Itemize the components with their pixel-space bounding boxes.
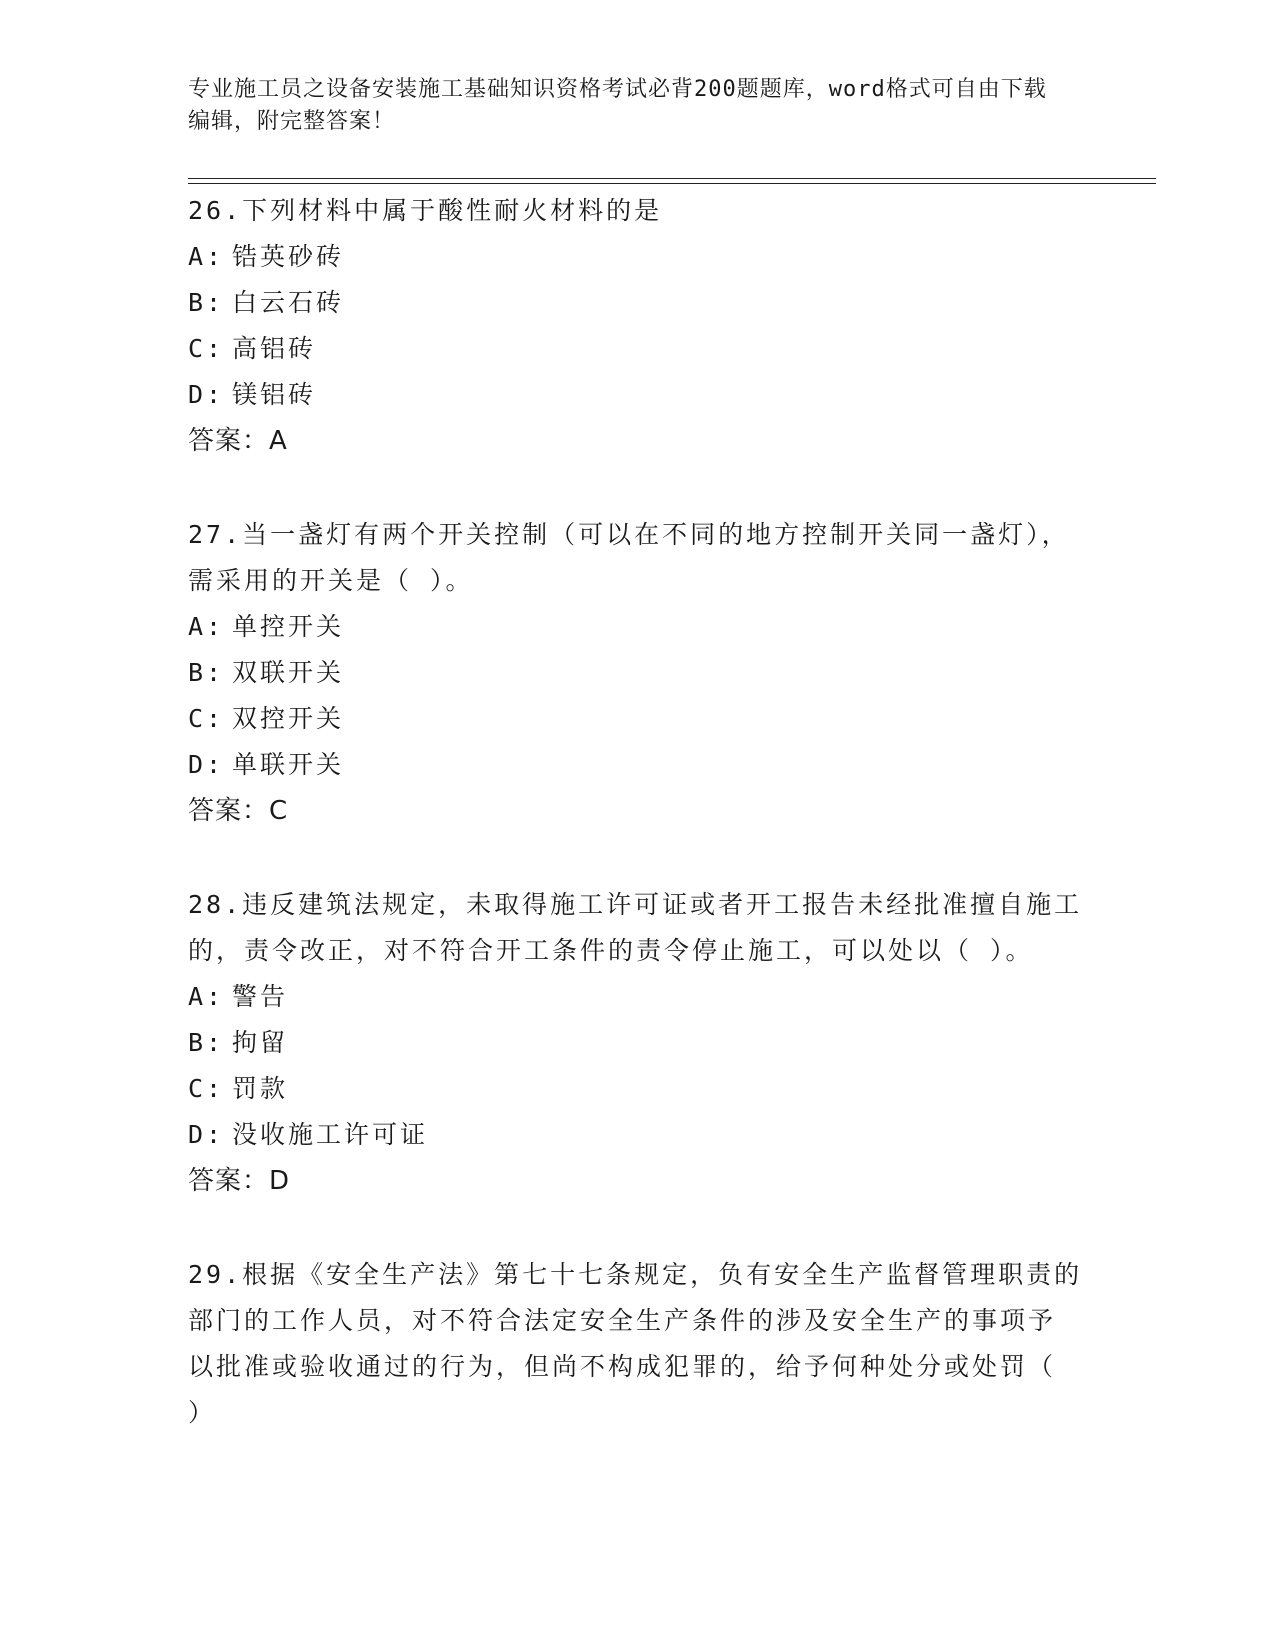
option-a (188, 234, 1083, 280)
option-text: 双控开关 (232, 704, 345, 733)
answer-line: 答案：C (188, 796, 289, 826)
document-header: 专业施工员之设备安装施工基础知识资格考试必背200题题库，word格式可自由下载编辑，附完整答案！ (188, 77, 1047, 134)
option-text: 单控开关 (232, 612, 345, 641)
spacer (188, 464, 1083, 512)
option-label: A: (188, 612, 225, 641)
option-label: C: (188, 334, 225, 363)
question-29 (188, 1252, 1083, 1436)
option-label: B: (188, 658, 225, 687)
option-b (188, 1020, 1083, 1066)
option-d (188, 742, 1083, 788)
option-label: D: (188, 750, 225, 779)
answer-line: 答案：A (188, 426, 288, 456)
option-b (188, 280, 1083, 326)
option-label: C: (188, 1074, 225, 1103)
question-26 (188, 188, 1083, 464)
option-text: 高铝砖 (232, 334, 317, 363)
header-rule-top (188, 178, 1156, 179)
question-stem: 26.下列材料中属于酸性耐火材料的是 (188, 196, 663, 225)
question-stem: 28.违反建筑法规定，未取得施工许可证或者开工报告未经批准擅自施工的，责令改正，对不符合开工条件的责令停止施工，可以处以（ ）。 (188, 890, 1083, 965)
option-label: A: (188, 982, 225, 1011)
option-a (188, 604, 1083, 650)
option-label: D: (188, 380, 225, 409)
option-label: A: (188, 242, 225, 271)
option-a (188, 974, 1083, 1020)
option-text: 白云石砖 (232, 288, 345, 317)
option-text: 警告 (232, 982, 289, 1011)
spacer (188, 1204, 1083, 1252)
option-text: 锆英砂砖 (232, 242, 345, 271)
option-text: 拘留 (232, 1028, 289, 1057)
spacer (188, 834, 1083, 882)
question-27 (188, 512, 1083, 834)
option-label: D: (188, 1120, 225, 1149)
option-text: 镁铝砖 (232, 380, 317, 409)
option-label: B: (188, 1028, 225, 1057)
option-d (188, 1112, 1083, 1158)
option-text: 双联开关 (232, 658, 345, 687)
option-text: 没收施工许可证 (232, 1120, 429, 1149)
option-label: C: (188, 704, 225, 733)
option-c (188, 696, 1083, 742)
question-list (188, 188, 1083, 1436)
option-b (188, 650, 1083, 696)
question-stem: 29.根据《安全生产法》第七十七条规定，负有安全生产监督管理职责的部门的工作人员，对不符合法定安全生产条件的涉及安全生产的事项予以批准或验收通过的行为，但尚不构成犯罪的，给予何种处分或处罚（ ） (188, 1260, 1083, 1427)
option-text: 罚款 (232, 1074, 289, 1103)
option-text: 单联开关 (232, 750, 345, 779)
question-stem: 27.当一盏灯有两个开关控制（可以在不同的地方控制开关同一盏灯），需采用的开关是（ ）。 (188, 520, 1070, 595)
option-c (188, 326, 1083, 372)
header-rule-bottom (188, 183, 1156, 184)
option-d (188, 372, 1083, 418)
answer-line: 答案：D (188, 1166, 291, 1196)
option-label: B: (188, 288, 225, 317)
option-c (188, 1066, 1083, 1112)
question-28 (188, 882, 1083, 1204)
